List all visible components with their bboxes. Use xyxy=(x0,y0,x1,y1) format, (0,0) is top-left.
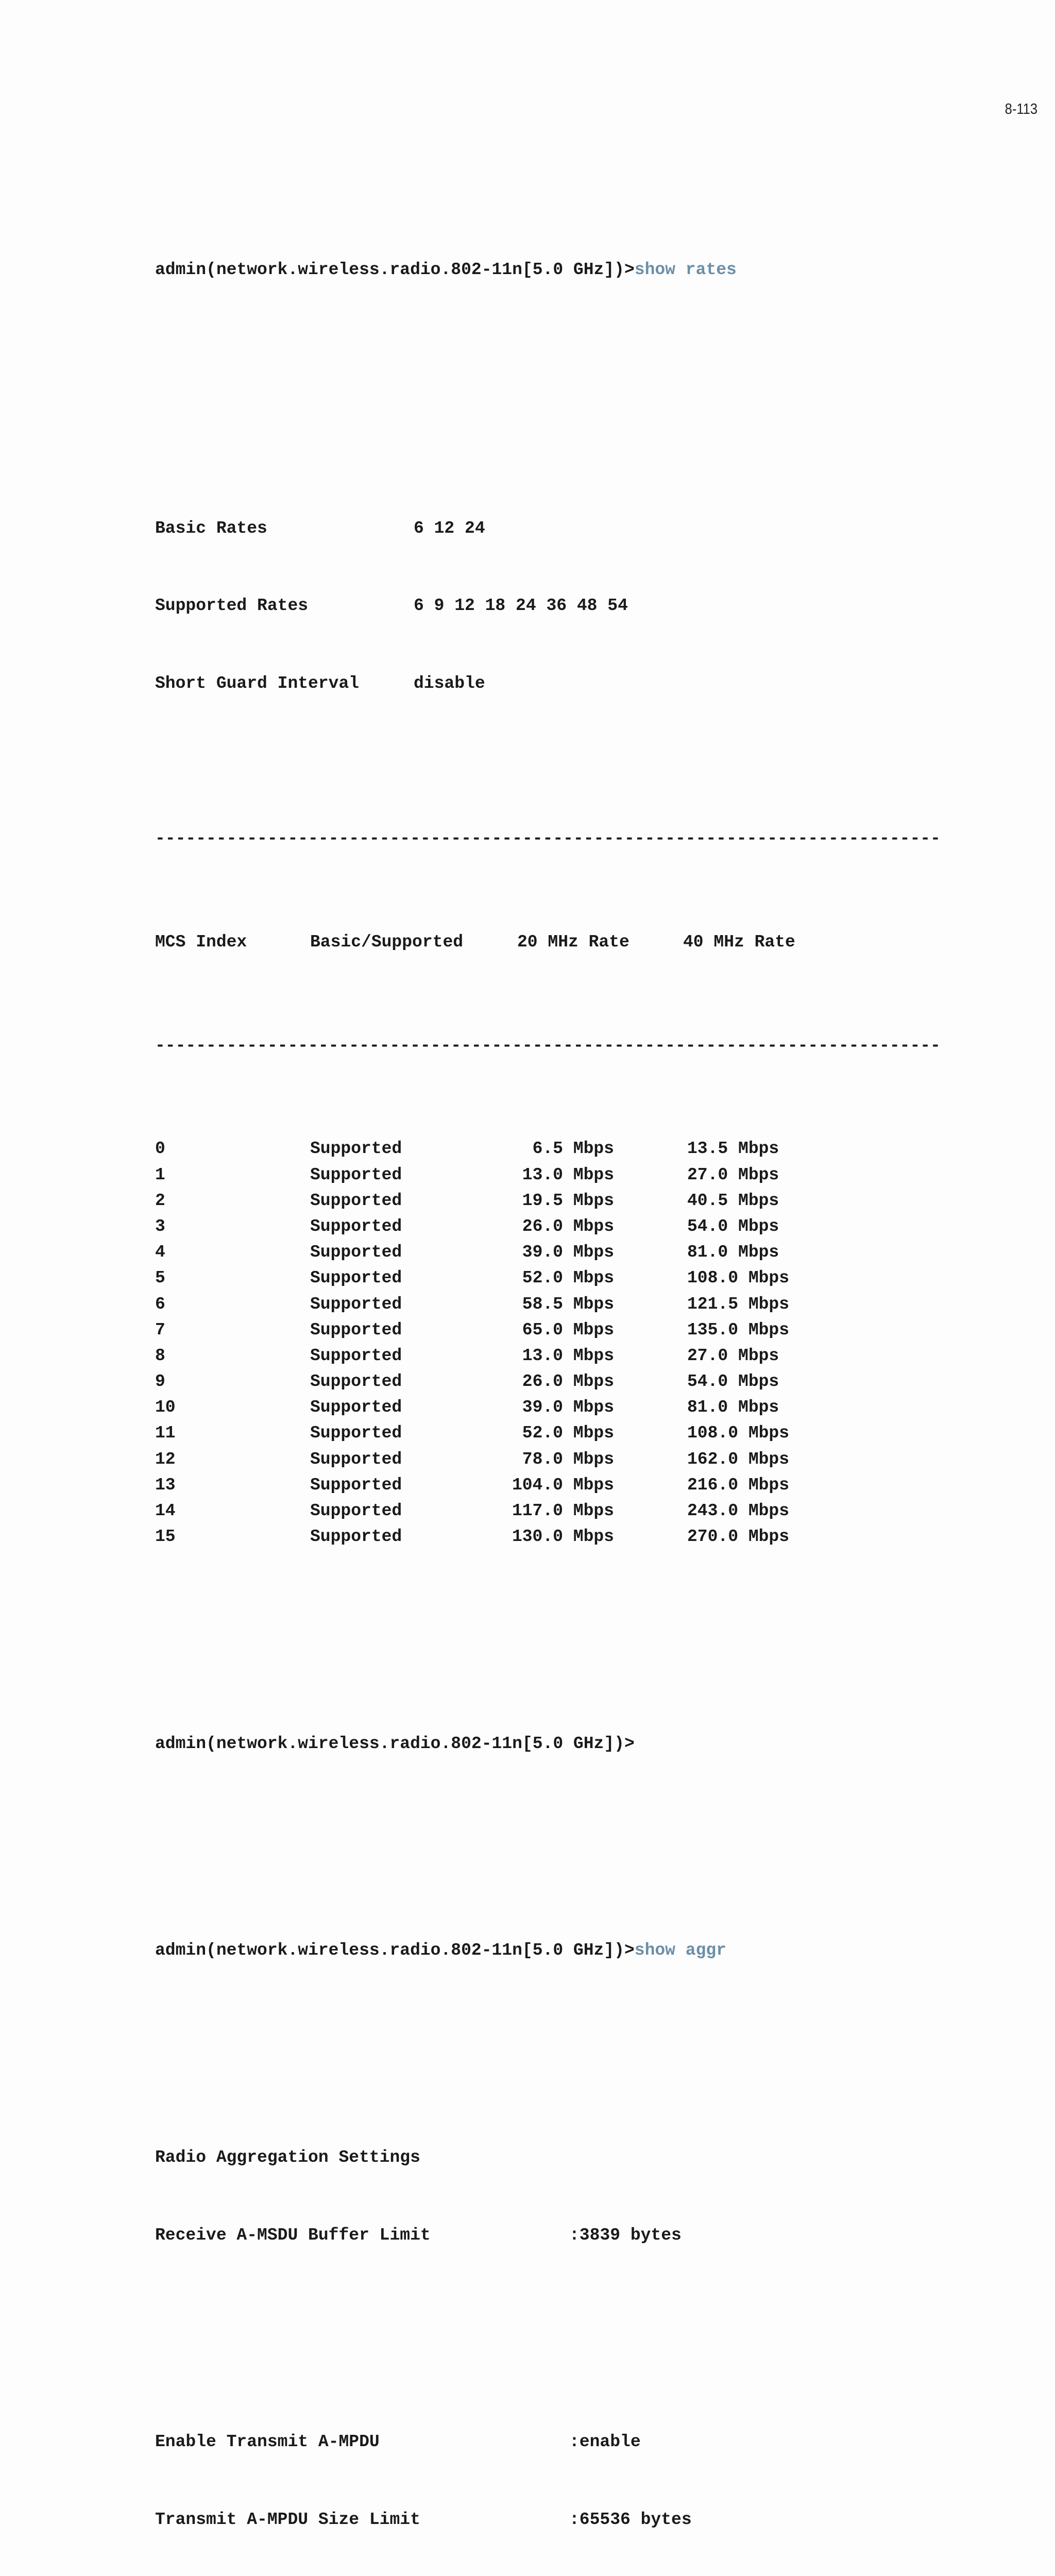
aggregation-label: Enable Transmit A-MPDU xyxy=(155,2432,380,2452)
cell-20mhz-rate: 52.0 Mbps xyxy=(522,1423,614,1443)
cell-40mhz-rate: 108.0 Mbps xyxy=(687,1268,790,1288)
cell-20mhz-rate: 6.5 Mbps xyxy=(532,1139,614,1159)
header-mcs-index: MCS Index xyxy=(155,932,247,952)
cell-40mhz-rate: 13.5 Mbps xyxy=(687,1139,779,1159)
page-number: 8-113 xyxy=(1005,101,1037,117)
rate-settings xyxy=(155,464,941,748)
table-row xyxy=(155,1292,941,1317)
cell-basic-supported: Supported xyxy=(310,1294,402,1314)
cell-basic-supported: Supported xyxy=(310,1449,402,1469)
cell-mcs-index: 12 xyxy=(155,1449,176,1469)
cell-40mhz-rate: 81.0 Mbps xyxy=(687,1243,779,1262)
cell-20mhz-rate: 26.0 Mbps xyxy=(522,1372,614,1392)
cell-basic-supported: Supported xyxy=(310,1372,402,1392)
divider-line: ----------------------------------------------------------------------------- xyxy=(155,829,941,848)
mcs-rate-table xyxy=(155,1136,941,1550)
cell-40mhz-rate: 27.0 Mbps xyxy=(687,1346,779,1365)
aggregation-label: Transmit A-MPDU Size Limit xyxy=(155,2510,420,2529)
cell-40mhz-rate: 121.5 Mbps xyxy=(687,1294,790,1314)
setting-value: 6 9 12 18 24 36 48 54 xyxy=(414,596,628,616)
cell-mcs-index: 7 xyxy=(155,1320,165,1340)
cell-40mhz-rate: 243.0 Mbps xyxy=(687,1501,790,1521)
cell-20mhz-rate: 58.5 Mbps xyxy=(522,1294,614,1314)
cell-20mhz-rate: 13.0 Mbps xyxy=(522,1346,614,1365)
cell-basic-supported: Supported xyxy=(310,1268,402,1288)
cell-mcs-index: 5 xyxy=(155,1268,165,1288)
table-header xyxy=(155,929,941,955)
cell-40mhz-rate: 81.0 Mbps xyxy=(687,1398,779,1417)
blank-line xyxy=(155,1628,941,1653)
cell-basic-supported: Supported xyxy=(310,1320,402,1340)
cli-command: show rates xyxy=(634,260,737,279)
table-row xyxy=(155,1188,941,1214)
cell-40mhz-rate: 162.0 Mbps xyxy=(687,1449,790,1469)
aggregation-title: Radio Aggregation Settings xyxy=(155,2147,420,2167)
table-row xyxy=(155,1369,941,1395)
header-20mhz-rate: 20 MHz Rate xyxy=(517,932,629,952)
setting-row xyxy=(155,593,941,619)
cell-mcs-index: 8 xyxy=(155,1346,165,1365)
setting-value: 6 12 24 xyxy=(414,518,485,538)
cell-basic-supported: Supported xyxy=(310,1475,402,1495)
cell-40mhz-rate: 216.0 Mbps xyxy=(687,1475,790,1495)
divider-line: ----------------------------------------------------------------------------- xyxy=(155,1036,941,1055)
cell-40mhz-rate: 135.0 Mbps xyxy=(687,1320,790,1340)
cell-basic-supported: Supported xyxy=(310,1423,402,1443)
blank-line xyxy=(155,360,941,386)
cell-mcs-index: 13 xyxy=(155,1475,176,1495)
aggregation-value: :65536 bytes xyxy=(569,2510,692,2529)
cell-20mhz-rate: 130.0 Mbps xyxy=(512,1527,614,1547)
cell-mcs-index: 1 xyxy=(155,1165,165,1184)
cell-40mhz-rate: 54.0 Mbps xyxy=(687,1216,779,1236)
cell-mcs-index: 14 xyxy=(155,1501,176,1521)
cli-prompt: admin(network.wireless.radio.802-11n[5.0 GHz])> xyxy=(155,1941,635,1960)
cell-20mhz-rate: 104.0 Mbps xyxy=(512,1475,614,1495)
blank-line xyxy=(155,2326,941,2351)
cell-20mhz-rate: 39.0 Mbps xyxy=(522,1243,614,1262)
console-output xyxy=(155,179,941,2576)
cell-40mhz-rate: 40.5 Mbps xyxy=(687,1191,779,1210)
cell-mcs-index: 11 xyxy=(155,1423,176,1443)
aggregation-label: Receive A-MSDU Buffer Limit xyxy=(155,2225,431,2245)
table-row xyxy=(155,1240,941,1265)
cell-20mhz-rate: 26.0 Mbps xyxy=(522,1216,614,1236)
table-row xyxy=(155,1524,941,1550)
cell-basic-supported: Supported xyxy=(310,1346,402,1365)
table-row xyxy=(155,1498,941,1524)
table-row xyxy=(155,1265,941,1291)
cell-20mhz-rate: 52.0 Mbps xyxy=(522,1268,614,1288)
aggregation-row xyxy=(155,2223,941,2248)
table-row xyxy=(155,1395,941,1420)
cell-40mhz-rate: 27.0 Mbps xyxy=(687,1165,779,1184)
aggregation-row xyxy=(155,2507,941,2533)
cell-basic-supported: Supported xyxy=(310,1165,402,1184)
command-line-show-aggr xyxy=(155,1938,941,1963)
cell-mcs-index: 15 xyxy=(155,1527,176,1547)
cell-mcs-index: 0 xyxy=(155,1139,165,1159)
cell-basic-supported: Supported xyxy=(310,1501,402,1521)
cell-basic-supported: Supported xyxy=(310,1216,402,1236)
cell-basic-supported: Supported xyxy=(310,1398,402,1417)
command-line-show-rates xyxy=(155,257,941,283)
table-row xyxy=(155,1136,941,1162)
cell-20mhz-rate: 65.0 Mbps xyxy=(522,1320,614,1340)
cli-command: show aggr xyxy=(634,1941,726,1960)
aggregation-row xyxy=(155,2429,941,2455)
setting-row xyxy=(155,516,941,541)
setting-label: Basic Rates xyxy=(155,518,267,538)
table-row xyxy=(155,1317,941,1343)
blank-line xyxy=(155,1835,941,1860)
cell-20mhz-rate: 78.0 Mbps xyxy=(522,1449,614,1469)
table-row xyxy=(155,1214,941,1240)
aggregation-value: :3839 bytes xyxy=(569,2225,682,2245)
cell-basic-supported: Supported xyxy=(310,1243,402,1262)
cell-40mhz-rate: 54.0 Mbps xyxy=(687,1372,779,1392)
cell-40mhz-rate: 270.0 Mbps xyxy=(687,1527,790,1547)
header-40mhz-rate: 40 MHz Rate xyxy=(683,932,795,952)
cell-basic-supported: Supported xyxy=(310,1191,402,1210)
cell-20mhz-rate: 19.5 Mbps xyxy=(522,1191,614,1210)
cell-20mhz-rate: 13.0 Mbps xyxy=(522,1165,614,1184)
cli-prompt: admin(network.wireless.radio.802-11n[5.0 GHz])> xyxy=(155,260,635,279)
cell-mcs-index: 6 xyxy=(155,1294,165,1314)
cell-mcs-index: 4 xyxy=(155,1243,165,1262)
table-row xyxy=(155,1162,941,1188)
cell-20mhz-rate: 117.0 Mbps xyxy=(512,1501,614,1521)
cell-mcs-index: 2 xyxy=(155,1191,165,1210)
table-row xyxy=(155,1472,941,1498)
table-row xyxy=(155,1420,941,1446)
setting-label: Short Guard Interval xyxy=(155,673,360,693)
setting-value: disable xyxy=(414,673,485,693)
cli-prompt: admin(network.wireless.radio.802-11n[5.0 GHz])> xyxy=(155,1734,635,1753)
cell-mcs-index: 9 xyxy=(155,1372,165,1392)
cell-20mhz-rate: 39.0 Mbps xyxy=(522,1398,614,1417)
aggregation-value: :enable xyxy=(569,2432,641,2452)
command-line-prompt xyxy=(155,1731,941,1757)
cell-mcs-index: 10 xyxy=(155,1398,176,1417)
table-row xyxy=(155,1447,941,1472)
blank-line xyxy=(155,2041,941,2067)
cell-basic-supported: Supported xyxy=(310,1527,402,1547)
cell-basic-supported: Supported xyxy=(310,1139,402,1159)
setting-label: Supported Rates xyxy=(155,596,309,616)
cell-mcs-index: 3 xyxy=(155,1216,165,1236)
setting-row xyxy=(155,671,941,697)
header-basic-supported: Basic/Supported xyxy=(310,932,464,952)
cell-40mhz-rate: 108.0 Mbps xyxy=(687,1423,790,1443)
